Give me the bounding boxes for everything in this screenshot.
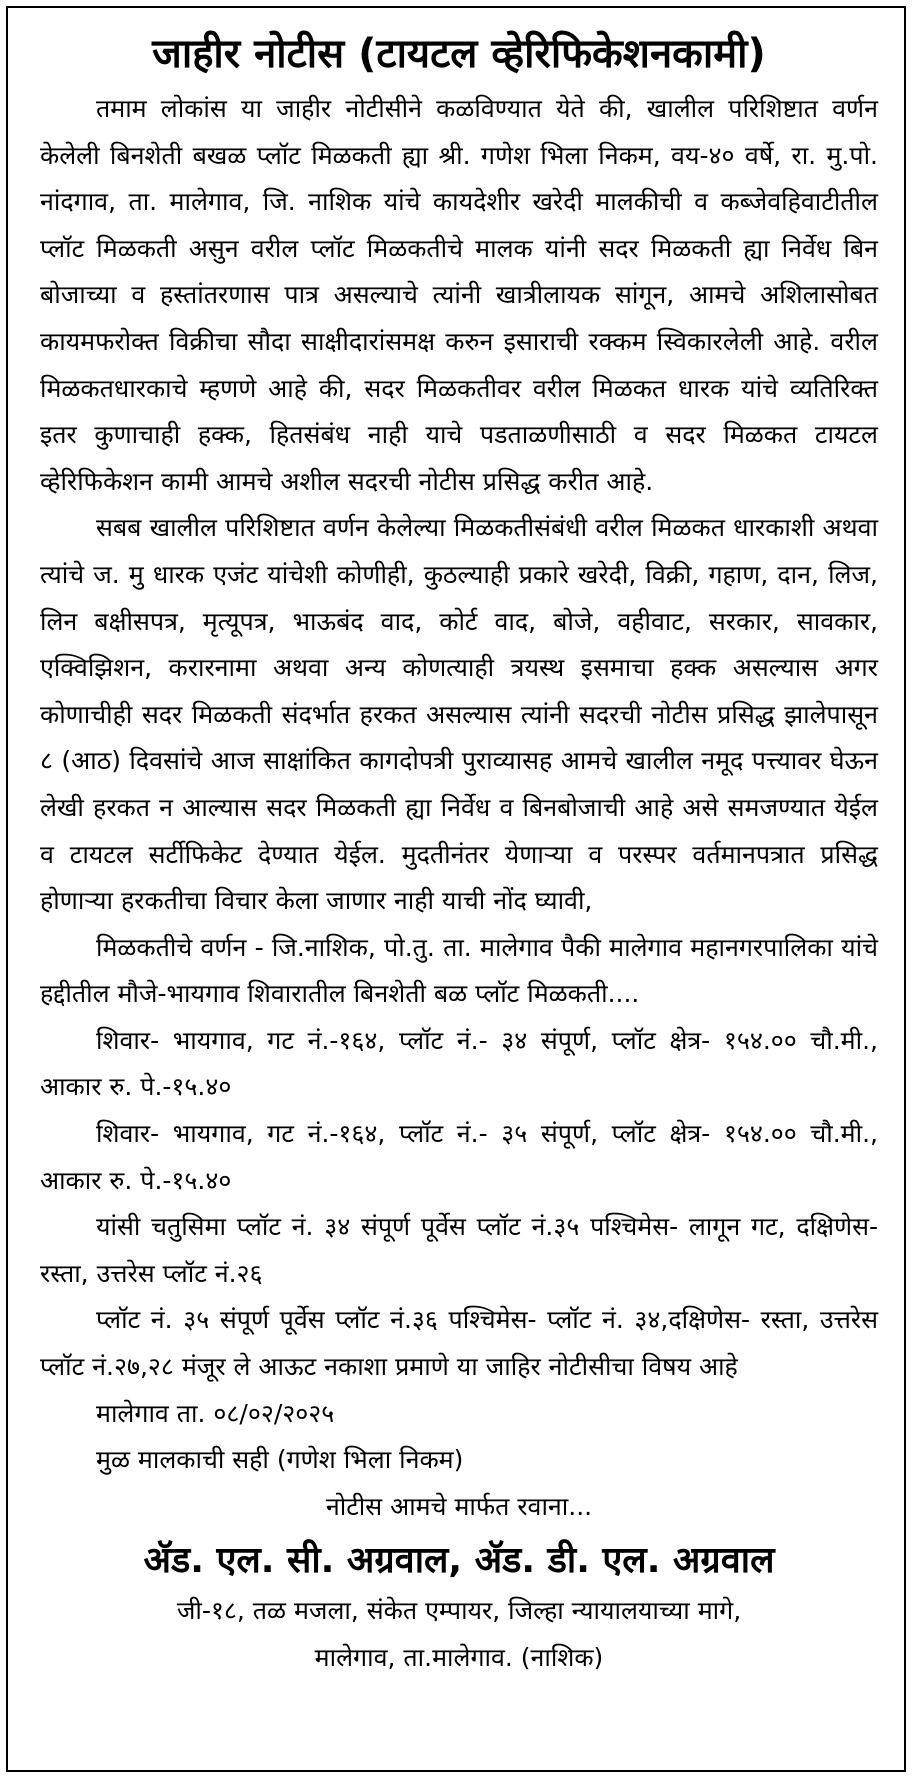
- advocate-firm-name: ॲड. एल. सी. अग्रवाल, ॲड. डी. एल. अग्रवाल: [143, 1540, 775, 1582]
- plot-35-details: शिवार- भायगाव, गट नं.-१६४, प्लॉट नं.- ३५ संपूर्ण, प्लॉट क्षेत्र- १५४.०० चौ.मी., आकार रु. पे.-१५.४०: [40, 1119, 878, 1195]
- place-date: मालेगाव ता. ०८/०२/२०२५: [96, 1398, 335, 1428]
- notice-paragraph-intro: तमाम लोकांस या जाहीर नोटीसीने कळविण्यात येते की, खालील परिशिष्टात वर्णन केलेली बिनशेती बखळ प्लॉट मिळकती ह्या श्री. गणेश भिला निकम, वय-४० वर्षे, रा. मु.पो. नांदगाव, ता. मालेगाव, जि. नाशिक यांचे कायदेशीर खरेदी मालकीची व कब्जेवहिवाटीतील प्लॉट मिळकती असुन वरील प्लॉट मिळकतीचे मालक यांनी सदर मिळकती ह्या निर्वेध बिन बोजाच्या व हस्तांतरणास पात्र असल्याचे त्यांनी खात्रीलायक सांगून, आमचे अशिलासोबत कायमफरोक्त विक्रीचा सौदा साक्षीदारांसमक्ष करुन इसाराची रक्कम स्विकारलेली आहे. वरील मिळकतधारकाचे म्हणणे आहे की, सदर मिळकतीवर वरील मिळकत धारक यांचे व्यतिरिक्त इतर कुणाचाही हक्क, हितसंबंध नाही याचे पडताळणीसाठी व सदर मिळकत टायटल व्हेरिफिकेशन कामी आमचे अशील सदरची नोटीस प्रसिद्ध करीत आहे.: [40, 94, 878, 496]
- firm-address-line-1: जी-१८, तळ मजला, संकेत एम्पायर, जिल्हा न्यायालयाच्या मागे,: [176, 1596, 742, 1626]
- notice-paragraph-objection: सबब खालील परिशिष्टात वर्णन केलेल्या मिळकतीसंबंधी वरील मिळकत धारकाशी अथवा त्यांचे ज. मु धारक एजंट यांचेशी कोणीही, कुठल्याही प्रकारे खरेदी, विक्री, गहाण, दान, लिज, लिन बक्षीसपत्र, मृत्यूपत्र, भाऊबंद वाद, कोर्ट वाद, बोजे, वहीवाट, सरकार, सावकार, एक्विझिशन, करारनामा अथवा अन्य कोणत्याही त्रयस्थ इसमाचा हक्क असल्यास अगर कोणाचीही सदर मिळकती संदर्भात हरकत असल्यास त्यांनी सदरची नोटीस प्रसिद्ध झालेपासून ८ (आठ) दिवसांचे आज साक्षांकित कागदोपत्री पुराव्यासह आमचे खालील नमूद पत्त्यावर घेऊन लेखी हरकत न आल्यास सदर मिळकती ह्या निर्वेध व बिनबोजाची आहे असे समजण्यात येईल व टायटल सर्टीफिकेट देण्यात येईल. मुदतीनंतर येणाऱ्या व परस्पर वर्तमानपत्रात प्रसिद्ध होणाऱ्या हरकतीचा विचार केला जाणार नाही याची नोंद घ्यावी,: [40, 513, 878, 916]
- notice-box: [6, 6, 906, 1772]
- property-description: मिळकतीचे वर्णन - जि.नाशिक, पो.तु. ता. मालेगाव पैकी मालेगाव महानगरपालिका यांचे हद्दीतील मौजे-भायगाव शिवारातील बिनशेती बळ प्लॉट मिळकती....: [40, 932, 878, 1009]
- plot-34-details: शिवार- भायगाव, गट नं.-१६४, प्लॉट नं.- ३४ संपूर्ण, प्लॉट क्षेत्र- १५४.०० चौ.मी., आकार रु. पे.-१५.४०: [40, 1025, 878, 1102]
- plot-35-boundaries: प्लॉट नं. ३५ संपूर्ण पूर्वेस प्लॉट नं.३६ पश्चिमेस- प्लॉट नं. ३४,दक्षिणेस- रस्ता, उत्तरेस प्लॉट नं.२७,२८ मंजूर ले आऊट नकाशा प्रमाणे या जाहिर नोटीसीचा विषय आहे: [40, 1305, 878, 1382]
- notice-title: जाहीर नोटीस (टायटल व्हेरिफिकेशनकामी): [152, 31, 766, 77]
- sent-via-note: नोटीस आमचे मार्फत रवाना...: [325, 1491, 593, 1521]
- firm-address-line-2: मालेगाव, ता.मालेगाव. (नाशिक): [314, 1643, 604, 1672]
- plot-34-boundaries: यांसी चतुसिमा प्लॉट नं. ३४ संपूर्ण पूर्वेस प्लॉट नं.३५ पश्चिमेस- लागून गट, दक्षिणेस- रस्ता, उत्तरेस प्लॉट नं.२६: [40, 1212, 878, 1288]
- owner-signature: मुळ मालकाची सही (गणेश भिला निकम): [96, 1445, 464, 1475]
